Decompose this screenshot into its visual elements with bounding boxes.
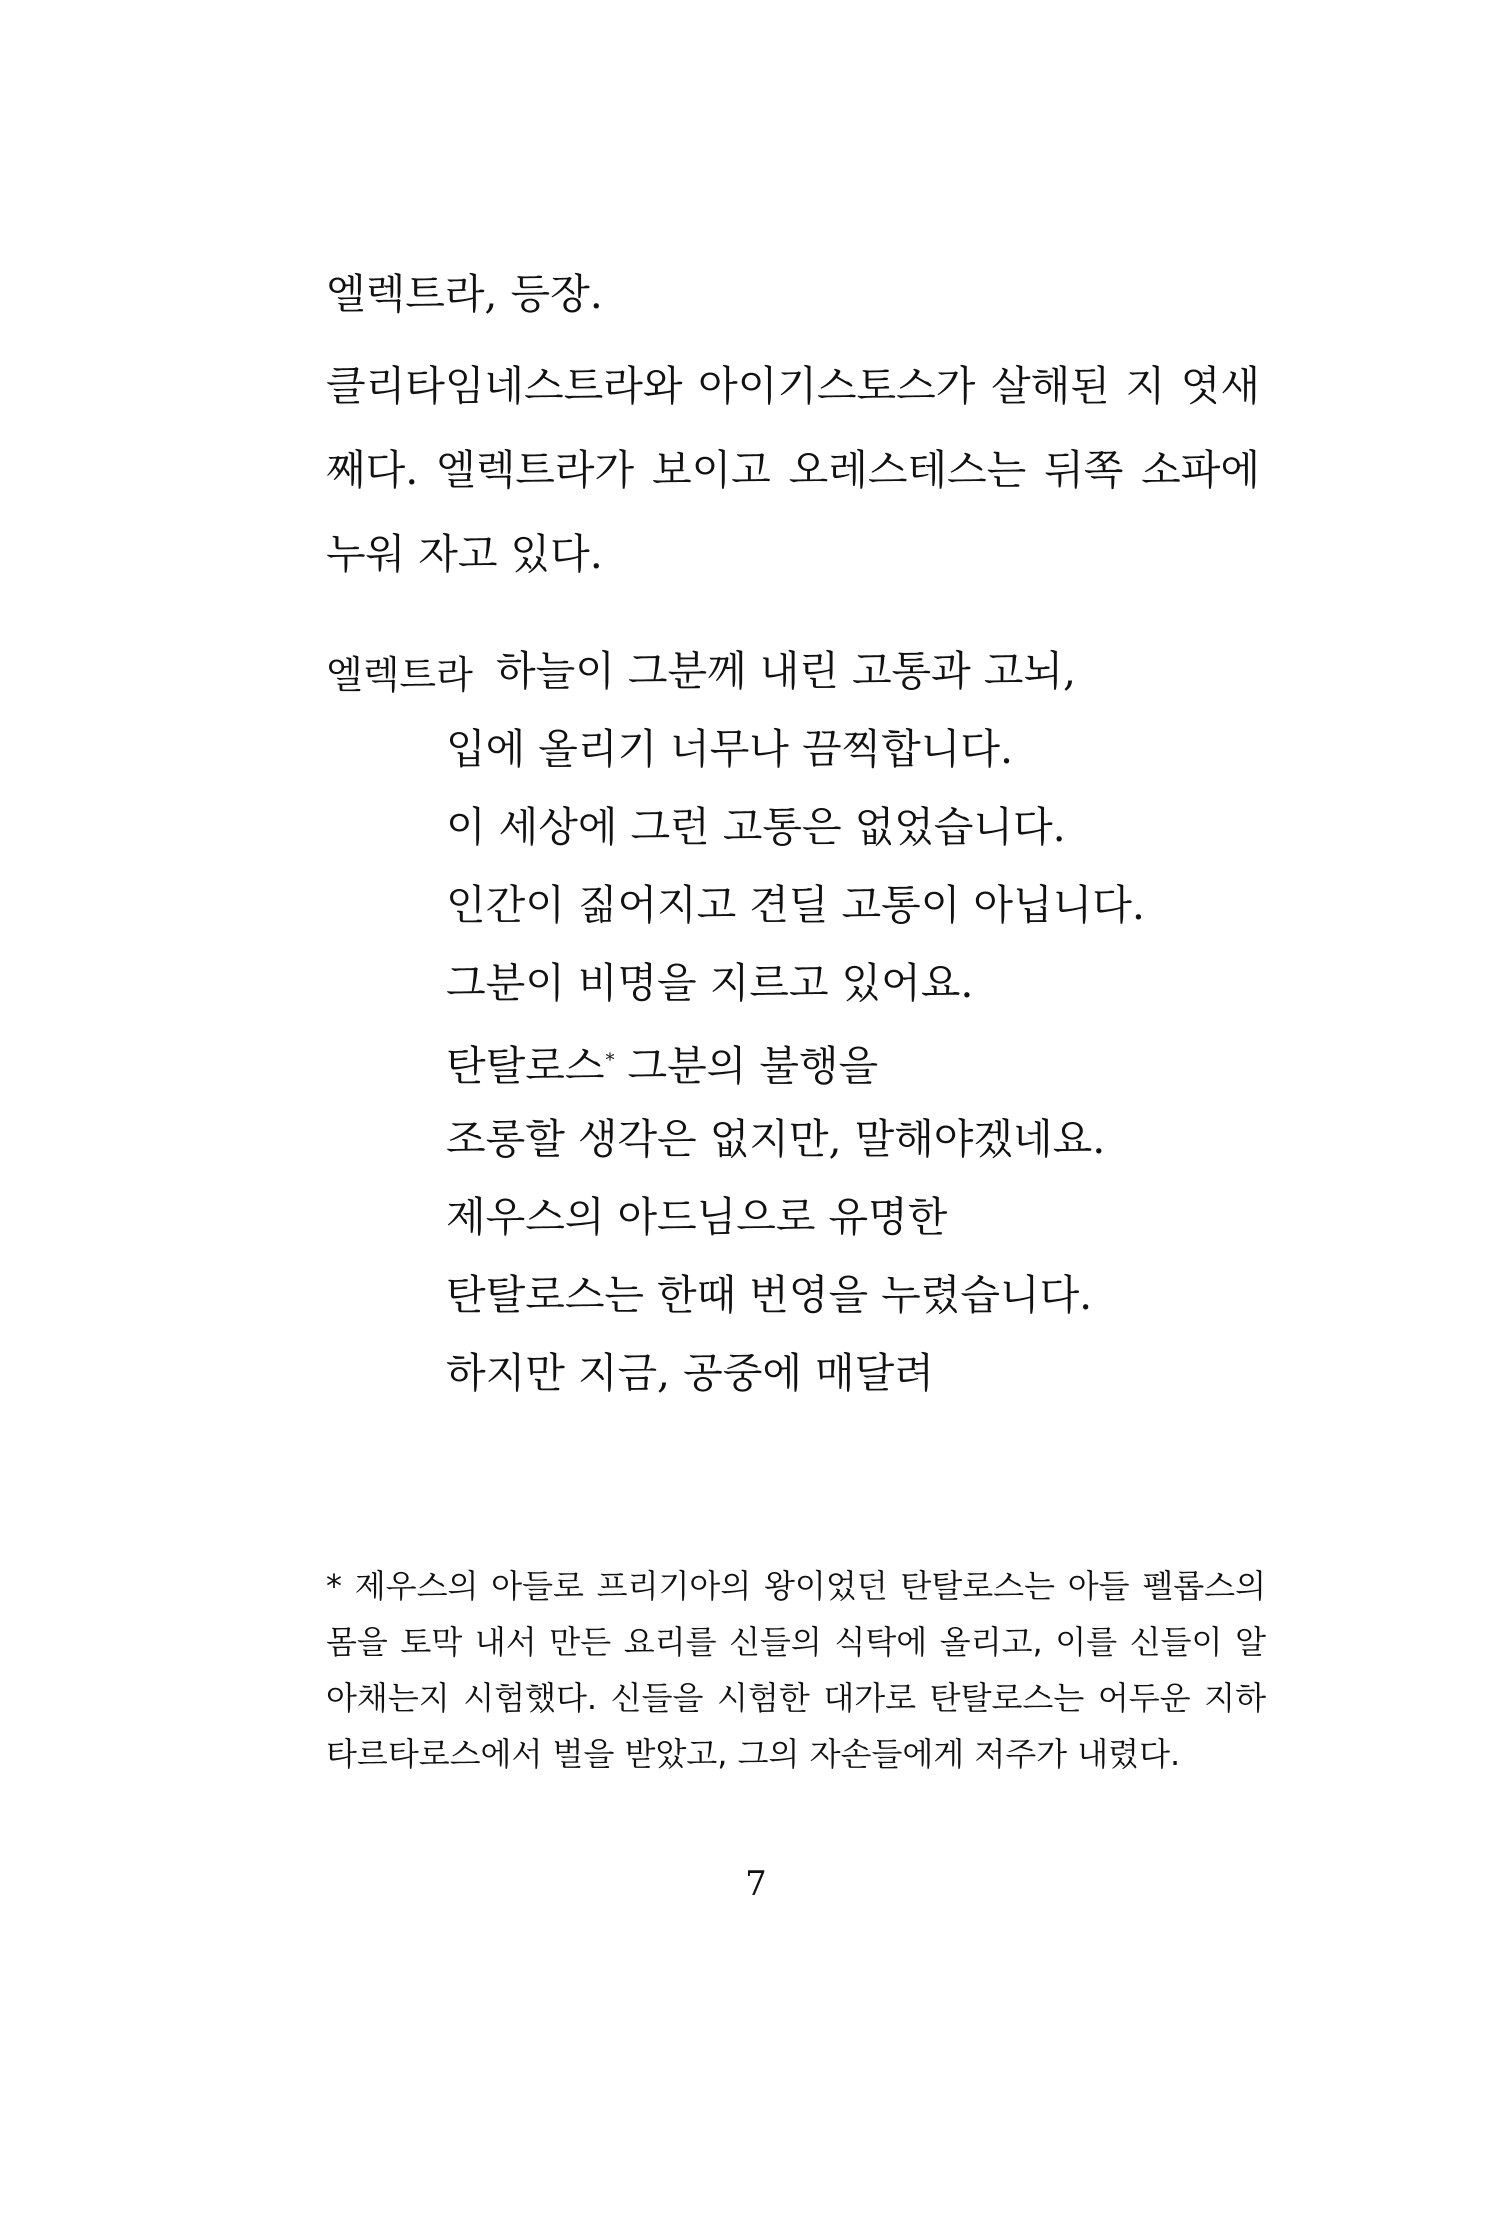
entrance-heading: 엘렉트라, 등장. bbox=[326, 270, 603, 318]
verse-line-with-footnote bbox=[446, 1022, 1326, 1100]
footnote: * 제우스의 아들로 프리기아의 왕이었던 탄탈로스는 아들 펠롭스의 몸을 토막 내서 만든 요리를 신들의 식탁에 올리고, 이를 신들이 알아채는지 시험했다. 신들을 시험한 대가로 탄탈로스는 어두운 지하 타르타로스에서 벌을 받았고, 그의 자손들에게 저주가 내렸다. bbox=[326, 1567, 1266, 1773]
footnote-marker: * bbox=[605, 1050, 615, 1071]
verse-text: 그분의 불행을 bbox=[614, 1042, 879, 1090]
verse-text: 탄탈로스 bbox=[446, 1042, 605, 1090]
stage-direction-block bbox=[326, 252, 1260, 596]
verse-line: 조롱할 생각은 없지만, 말해야겠네요. bbox=[446, 1115, 1106, 1163]
verse-line: 이 세상에 그런 고통은 없었습니다. bbox=[446, 803, 1066, 851]
verse-line: 탄탈로스는 한때 번영을 누렸습니다. bbox=[446, 1271, 1093, 1319]
dialogue-block bbox=[326, 632, 1326, 1412]
verse-lines bbox=[446, 710, 1326, 1412]
verse-line: 하지만 지금, 공중에 매달려 bbox=[446, 1349, 934, 1397]
verse-line: 제우스의 아드님으로 유명한 bbox=[446, 1193, 948, 1241]
speaker-line bbox=[326, 632, 1326, 710]
verse-line: 인간이 짊어지고 견딜 고통이 아닙니다. bbox=[446, 881, 1145, 929]
verse-line: 그분이 비명을 지르고 있어요. bbox=[446, 959, 974, 1007]
verse-line: 입에 올리기 너무나 끔찍합니다. bbox=[446, 725, 1014, 773]
verse-line: 하늘이 그분께 내린 고통과 고뇌, bbox=[496, 647, 1077, 695]
speaker-name: 엘렉트라 bbox=[326, 652, 473, 697]
page-number: 7 bbox=[745, 1864, 767, 1904]
stage-direction: 클리타임네스트라와 아이기스토스가 살해된 지 엿새째다. 엘렉트라가 보이고 오레스테스는 뒤쪽 소파에 누워 자고 있다. bbox=[326, 362, 1260, 578]
